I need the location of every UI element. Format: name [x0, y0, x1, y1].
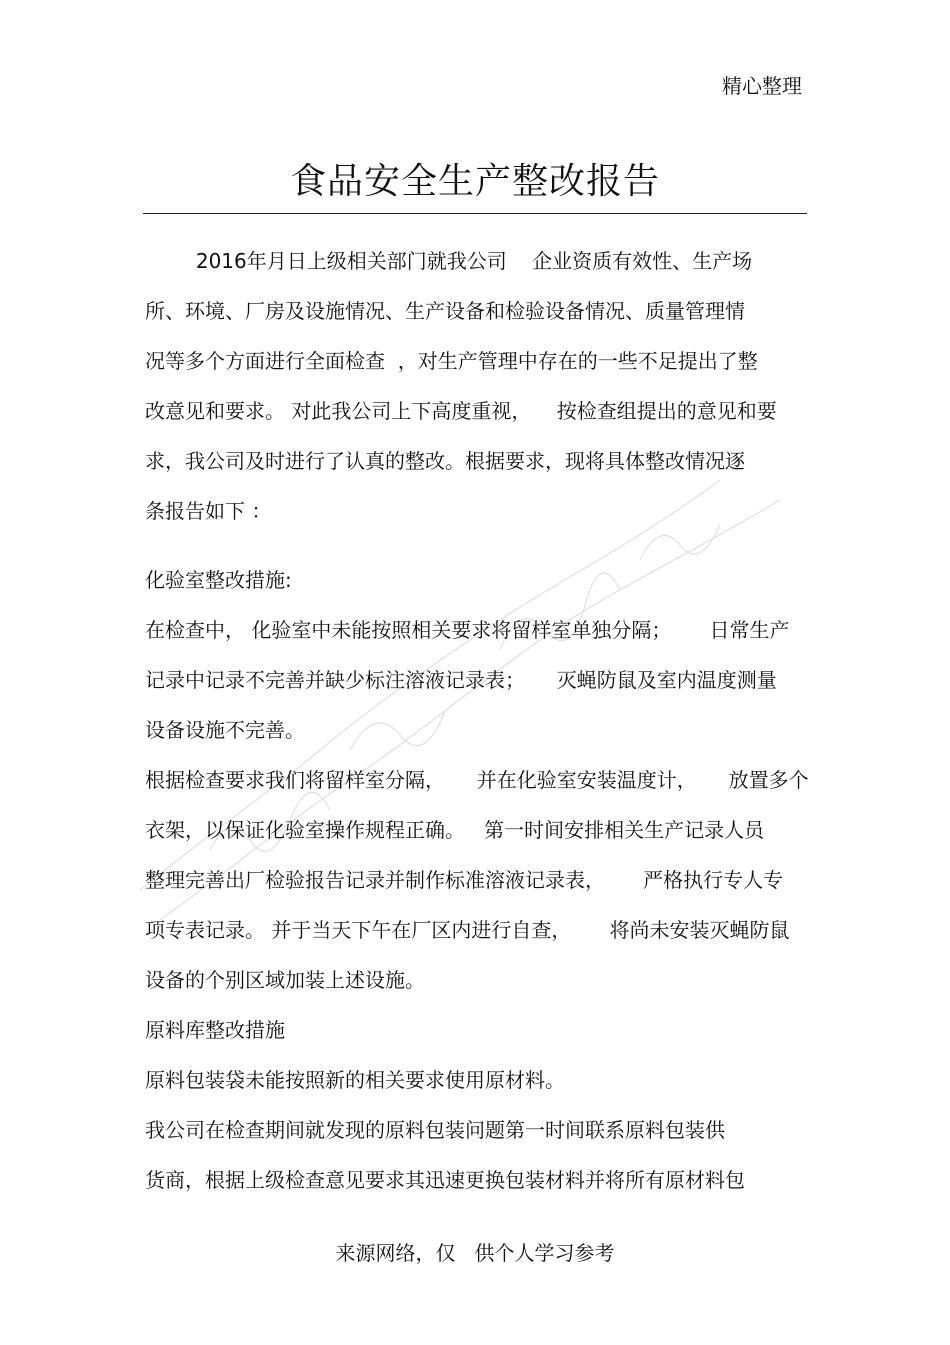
- paragraph-line: 在检查中， 化验室中未能按照相关要求将留样室单独分隔； 日常生产: [145, 618, 790, 642]
- paragraph-line: 记录中记录不完善并缺少标注溶液记录表； 灭蝇防鼠及室内温度测量: [145, 668, 777, 692]
- footer-note: 来源网络，仅 供个人学习参考: [335, 1241, 615, 1265]
- paragraph-line: 求，我公司及时进行了认真的整改。根据要求，现将具体整改情况逐: [145, 449, 745, 473]
- paragraph-line: 所、环境、厂房及设施情况、生产设备和检验设备情况、质量管理情: [145, 299, 745, 323]
- paragraph-line: 衣架，以保证化验室操作规程正确。 第一时间安排相关生产记录人员: [145, 818, 765, 842]
- title-underline: [143, 213, 807, 214]
- paragraph-line: 货商，根据上级检查意见要求其迅速更换包装材料并将所有原材料包: [145, 1168, 745, 1192]
- paragraph-line: 况等多个方面进行全面检查 ，对生产管理中存在的一些不足提出了整: [145, 349, 758, 373]
- paragraph-line: 2016年月日上级相关部门就我公司 企业资质有效性、生产场: [145, 249, 753, 273]
- header-note: 精心整理: [722, 74, 802, 98]
- paragraph-line: 整理完善出厂检验报告记录并制作标准溶液记录表， 严格执行专人专: [145, 868, 784, 892]
- paragraph-line: 我公司在检查期间就发现的原料包装问题第一时间联系原料包装供: [145, 1118, 725, 1142]
- paragraph-line: 改意见和要求。 对此我公司上下高度重视， 按检查组提出的意见和要: [145, 399, 777, 423]
- paragraph-line: 项专表记录。 并于当天下午在厂区内进行自查， 将尚未安装灭蝇防鼠: [145, 918, 790, 942]
- document-title: 食品安全生产整改报告: [289, 161, 660, 202]
- paragraph-line: 原料包装袋未能按照新的相关要求使用原材料。: [145, 1068, 565, 1092]
- section-heading: 原料库整改措施: [145, 1018, 285, 1042]
- paragraph-line: 根据检查要求我们将留样室分隔， 并在化验室安装温度计， 放置多个: [145, 768, 809, 792]
- paragraph-line: 设备设施不完善。: [145, 718, 305, 742]
- paragraph-line: 条报告如下 ：: [145, 499, 272, 523]
- paragraph-line: 设备的个别区域加装上述设施。: [145, 968, 425, 992]
- section-heading: 化验室整改措施:: [145, 568, 292, 592]
